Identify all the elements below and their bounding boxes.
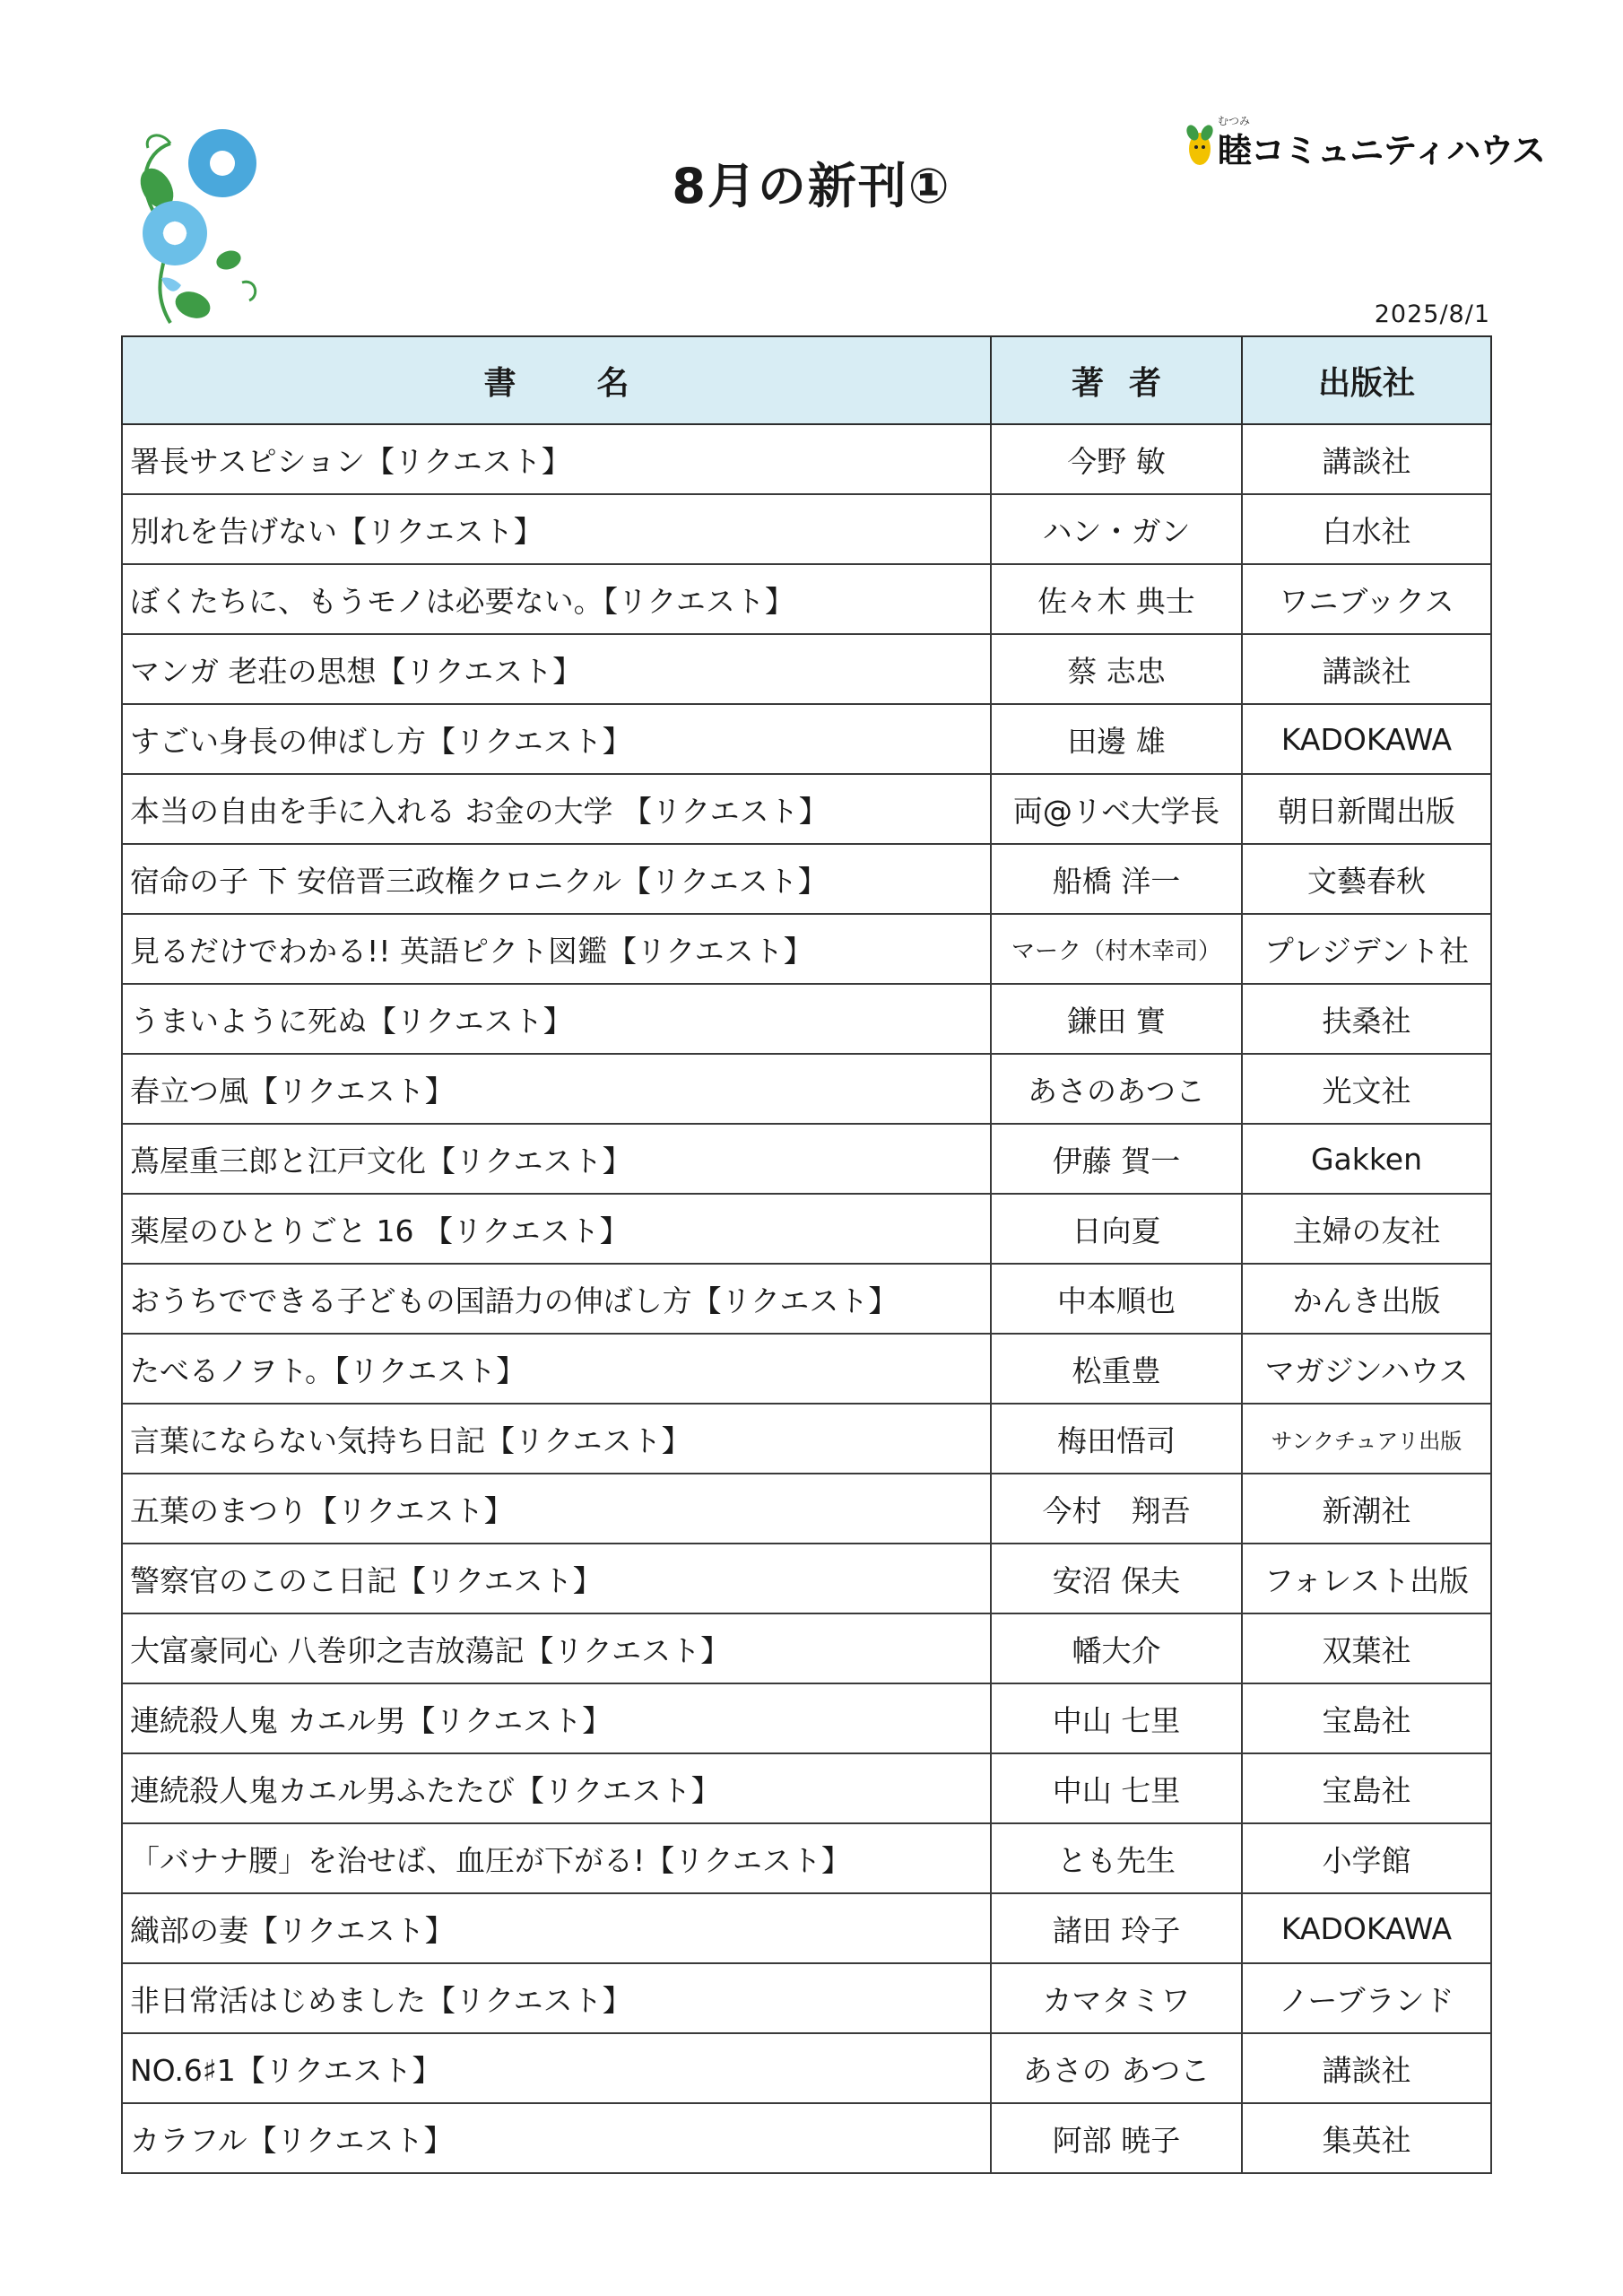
table-row [122,2103,1491,2173]
page-title: 8月の新刊① [672,158,951,214]
book-author: 梅田悟司 [991,1404,1242,1474]
table-row [122,494,1491,564]
book-author: 今野 敏 [991,424,1242,494]
logo-ruby: むつみ [1218,115,1251,127]
book-publisher: ノーブランド [1242,1963,1491,2033]
table-row [122,1404,1491,1474]
book-author: とも先生 [991,1823,1242,1893]
issue-date: 2025/8/1 [1374,300,1490,328]
book-publisher: かんき出版 [1242,1264,1491,1334]
book-author: 伊藤 賀一 [991,1124,1242,1194]
book-author: 今村 翔吾 [991,1474,1242,1544]
book-author: 佐々木 典士 [991,564,1242,634]
table-row [122,704,1491,774]
book-title: 連続殺人鬼カエル男ふたたび【リクエスト】 [122,1753,991,1823]
book-title: 五葉のまつり【リクエスト】 [122,1474,991,1544]
book-author: 中山 七里 [991,1753,1242,1823]
book-title: カラフル【リクエスト】 [122,2103,991,2173]
book-publisher: 宝島社 [1242,1753,1491,1823]
table-row [122,1054,1491,1124]
book-title: おうちでできる子どもの国語力の伸ばし方【リクエスト】 [122,1264,991,1334]
book-publisher: 講談社 [1242,634,1491,704]
table-row [122,1683,1491,1753]
book-title: 連続殺人鬼 カエル男【リクエスト】 [122,1683,991,1753]
book-title: 警察官のこのこ日記【リクエスト】 [122,1544,991,1613]
book-publisher: 講談社 [1242,2033,1491,2103]
column-header-publisher: 出版社 [1242,336,1491,424]
book-author: 中本順也 [991,1264,1242,1334]
book-publisher: 講談社 [1242,424,1491,494]
book-publisher: 双葉社 [1242,1613,1491,1683]
book-publisher: KADOKAWA [1242,1893,1491,1963]
book-title: 織部の妻【リクエスト】 [122,1893,991,1963]
table-row [122,1963,1491,2033]
table-row [122,1334,1491,1404]
book-publisher: 文藝春秋 [1242,844,1491,914]
table-header-row [122,336,1491,424]
book-title: 春立つ風【リクエスト】 [122,1054,991,1124]
book-title: マンガ 老荘の思想【リクエスト】 [122,634,991,704]
book-publisher: 扶桑社 [1242,984,1491,1054]
book-publisher: 小学館 [1242,1823,1491,1893]
book-title: 薬屋のひとりごと 16 【リクエスト】 [122,1194,991,1264]
table-row [122,634,1491,704]
book-publisher: Gakken [1242,1124,1491,1194]
table-row [122,2033,1491,2103]
book-publisher: 光文社 [1242,1054,1491,1124]
book-title: 蔦屋重三郎と江戸文化【リクエスト】 [122,1124,991,1194]
book-author: あさの あつこ [991,2033,1242,2103]
book-author: 鎌田 實 [991,984,1242,1054]
book-publisher: ワニブックス [1242,564,1491,634]
book-author: マーク（村木幸司） [991,914,1242,984]
book-publisher: サンクチュアリ出版 [1242,1404,1491,1474]
table-row [122,774,1491,844]
table-row [122,424,1491,494]
book-publisher: マガジンハウス [1242,1334,1491,1404]
book-publisher: KADOKAWA [1242,704,1491,774]
book-title: 大富豪同心 八巻卯之吉放蕩記【リクエスト】 [122,1613,991,1683]
book-title: たべるノヲト。【リクエスト】 [122,1334,991,1404]
table-row [122,1753,1491,1823]
table-row [122,564,1491,634]
book-publisher: 主婦の友社 [1242,1194,1491,1264]
book-author: カマタミワ [991,1963,1242,2033]
table-row [122,1264,1491,1334]
table-row [122,1823,1491,1893]
book-title: 別れを告げない【リクエスト】 [122,494,991,564]
book-publisher: 白水社 [1242,494,1491,564]
book-author: 幡大介 [991,1613,1242,1683]
book-author: 安沼 保夫 [991,1544,1242,1613]
column-header-author: 著者 [991,336,1242,424]
book-publisher: 集英社 [1242,2103,1491,2173]
book-author: 船橋 洋一 [991,844,1242,914]
book-title: 署長サスピション【リクエスト】 [122,424,991,494]
table-row [122,914,1491,984]
book-title: うまいように死ぬ【リクエスト】 [122,984,991,1054]
book-author: ハン・ガン [991,494,1242,564]
book-author: 両@リベ大学長 [991,774,1242,844]
book-publisher: 宝島社 [1242,1683,1491,1753]
new-books-table [121,335,1492,2174]
logo-text: 睦コミュニティハウス [1218,130,1546,170]
book-title: 宿命の子 下 安倍晋三政権クロニクル【リクエスト】 [122,844,991,914]
table-row [122,844,1491,914]
book-author: 蔡 志忠 [991,634,1242,704]
book-author: 田邊 雄 [991,704,1242,774]
book-publisher: 新潮社 [1242,1474,1491,1544]
book-title: 非日常活はじめました【リクエスト】 [122,1963,991,2033]
book-author: 諸田 玲子 [991,1893,1242,1963]
leaf-mascot-icon [1182,122,1218,172]
book-title: NO.6♯1【リクエスト】 [122,2033,991,2103]
book-publisher: プレジデント社 [1242,914,1491,984]
table-row [122,1474,1491,1544]
book-publisher: フォレスト出版 [1242,1544,1491,1613]
table-row [122,1544,1491,1613]
table-row [122,1124,1491,1194]
book-publisher: 朝日新聞出版 [1242,774,1491,844]
book-author: あさのあつこ [991,1054,1242,1124]
book-title: 「バナナ腰」を治せば、血圧が下がる!【リクエスト】 [122,1823,991,1893]
book-author: 日向夏 [991,1194,1242,1264]
table-row [122,1613,1491,1683]
table-row [122,1194,1491,1264]
table-row [122,984,1491,1054]
table-row [122,1893,1491,1963]
book-author: 阿部 暁子 [991,2103,1242,2173]
book-title: すごい身長の伸ばし方【リクエスト】 [122,704,991,774]
book-title: 見るだけでわかる!! 英語ピクト図鑑【リクエスト】 [122,914,991,984]
book-author: 松重豊 [991,1334,1242,1404]
column-header-title: 書名 [122,336,991,424]
book-title: 言葉にならない気持ち日記【リクエスト】 [122,1404,991,1474]
book-title: 本当の自由を手に入れる お金の大学 【リクエスト】 [122,774,991,844]
community-house-logo [1182,115,1546,174]
book-title: ぼくたちに、もうモノは必要ない。【リクエスト】 [122,564,991,634]
book-author: 中山 七里 [991,1683,1242,1753]
